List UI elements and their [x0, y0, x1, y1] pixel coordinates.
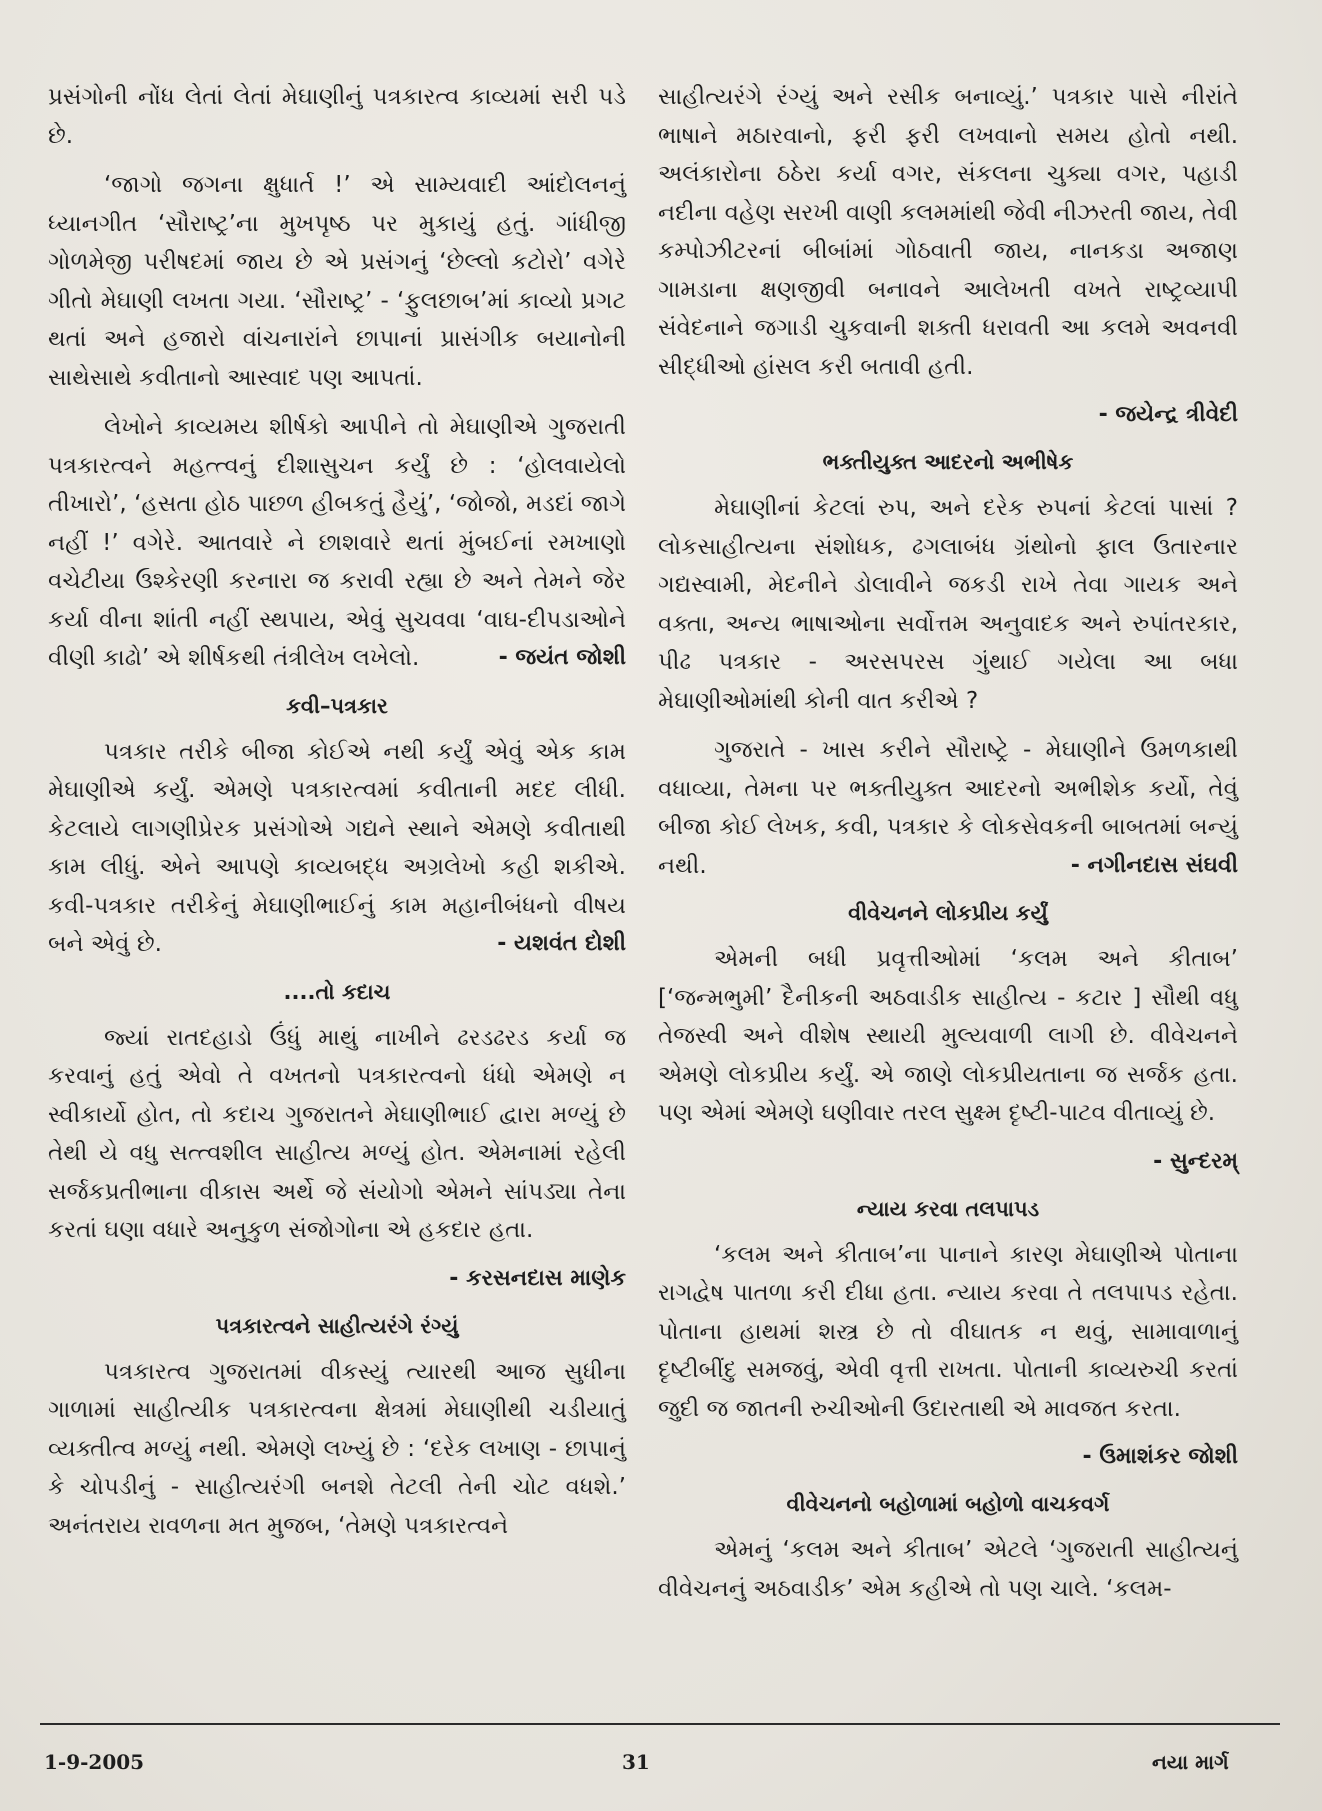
author-credit: - જયેન્દ્ર ત્રીવેદી	[1098, 402, 1238, 427]
page-number: 31	[622, 1750, 650, 1774]
author-credit: - કરસનદાસ માણેક	[449, 1265, 626, 1291]
left-column	[48, 78, 626, 1556]
paragraph-text: લેખોને કાવ્યમય શીર્ષકો આપીને તો મેઘાણીએ ગુજરાતી પત્રકારત્વને મહત્ત્વનું દીશાસુચન કર્યું છે : ‘હોલવાયેલો તીખારો’, ‘હસતા હોઠ પાછળ હીબકતું હૈયું’, ‘જોજો, મડદાં જાગે નહીં !’ વગેરે. આતવારે ને છાશવારે થતાં મુંબઈનાં રમખાણો વચેટીયા ઉશ્કેરણી કરનારા જ કરાવી રહ્યા છે અને તેમને જેર કર્યા વીના શાંતી નહીં સ્થપાય, એવું સુચવવા ‘વાઘ-દીપડાઓને વીણી કાઢો’ એ શીર્ષકથી તંત્રીલેખ લખેલો.	[48, 414, 626, 671]
paragraph: એમની બધી પ્રવૃત્તીઓમાં ‘કલમ અને કીતાબ’ [‘જન્મભુમી’ દૈનીકની અઠવાડીક સાહીત્ય - કટાર ] સૌથી વધુ તેજસ્વી અને વીશેષ સ્થાયી મુલ્યવાળી લાગી છે. વીવેચનને એમણે લોકપ્રીય કર્યું. એ જાણે લોકપ્રીયતાના જ સર્જક હતા. પણ એમાં એમણે ઘણીવાર તરલ સુક્ષ્મ દૃષ્ટી-પાટવ વીતાવ્યું છે.	[658, 946, 1238, 1126]
section-heading: વીવેચનનો બહોળામાં બહોળો વાચકવર્ગ	[786, 1492, 1110, 1516]
footer-divider	[40, 1723, 1280, 1725]
paragraph-text: પત્રકાર તરીકે બીજા કોઈએ નથી કર્યું એવું એક કામ મેઘાણીએ કર્યું. એમણે પત્રકારત્વમાં કવીતાની મદદ લીધી. કેટલાયે લાગણીપ્રેરક પ્રસંગોએ ગદ્યને સ્થાને એમણે કવીતાથી કામ લીધું. એને આપણે કાવ્યબદ્ધ અગ્રલેખો કહી શકીએ. કવી-પત્રકાર તરીકેનું મેઘાણીભાઈનું કામ મહાનીબંધનો વીષય બને એવું છે.	[48, 738, 626, 957]
section-heading: કવી–પત્રકાર	[286, 693, 388, 718]
author-credit: - નગીનદાસ સંઘવી	[1070, 852, 1238, 878]
section-heading: પત્રકારત્વને સાહીત્યરંગે રંગ્યું	[215, 1313, 459, 1338]
paragraph	[658, 731, 1238, 885]
paragraph: પ્રસંગોની નોંધ લેતાં લેતાં મેઘાણીનું પત્રકારત્વ કાવ્યમાં સરી પડે છે.	[48, 84, 626, 149]
paragraph: જ્યાં રાતદહાડો ઉંધું માથું નાખીને ઢરડઢરડ કર્યા જ કરવાનું હતું એવો તે વખતનો પત્રકારત્વનો ધંધો એમણે ન સ્વીકાર્યો હોત, તો કદાચ ગુજરાતને મેઘાણીભાઈ દ્વારા મળ્યું છે તેથી યે વધુ સત્ત્વશીલ સાહીત્ય મળ્યું હોત. એમનામાં રહેલી સર્જકપ્રતીભાના વીકાસ અર્થે જે સંયોગો એમને સાંપડ્યા તેના કરતાં ઘણા વધારે અનુકુળ સંજોગોના એ હકદાર હતા.	[48, 1024, 626, 1243]
magazine-name: નયા માર્ગ	[1152, 1750, 1229, 1774]
section-heading: ....તો કદાચ	[283, 979, 391, 1004]
author-credit: - જયંત જોશી	[498, 645, 626, 670]
right-column	[658, 78, 1238, 1619]
author-credit: - યશવંત દોશી	[497, 931, 626, 956]
section-heading: ભક્તીયુક્ત આદરનો અભીષેક	[822, 450, 1074, 474]
paragraph: સાહીત્યરંગે રંગ્યું અને રસીક બનાવ્યું.’ પત્રકાર પાસે નીરાંતે ભાષાને મઠારવાનો, ફરી ફરી લખવાનો સમય હોતો નથી. અલંકારોના ઠઠેરા કર્યા વગર, સંકલના ચુક્યા વગર, પહાડી નદીના વહેણ સરખી વાણી કલમમાંથી જેવી નીઝરતી જાય, તેવી કમ્પોઝીટરનાં બીબાંમાં ગોઠવાતી જાય, નાનકડા અજાણ ગામડાના ક્ષણજીવી બનાવને આલેખતી વખતે રાષ્ટ્રવ્યાપી સંવેદનાને જગાડી ચુકવાની શક્તી ધરાવતી આ કલમે અવનવી સીદ્ધીઓ હાંસલ કરી બતાવી હતી.	[658, 84, 1238, 380]
footer-date: 1-9-2005	[44, 1750, 145, 1774]
paragraph-text: ગુજરાતે - ખાસ કરીને સૌરાષ્ટ્રે - મેઘાણીને ઉમળકાથી વધાવ્યા, તેમના પર ભક્તીયુક્ત આદરનો અભીશેક કર્યો, તેવું બીજા કોઈ લેખક, કવી, પત્રકાર કે લોકસેવકની બાબતમાં બન્યું નથી.	[658, 737, 1238, 879]
author-credit: - ઉમાશંકર જોશી	[1082, 1444, 1238, 1469]
paragraph	[48, 408, 626, 678]
author-credit: - સુન્દરમ્	[1153, 1148, 1238, 1174]
paragraph: ‘કલમ અને કીતાબ’ના પાનાને કારણ મેઘાણીએ પોતાના રાગદ્વેષ પાતળા કરી દીધા હતા. ન્યાય કરવા તે તલપાપડ રહેતા. પોતાના હાથમાં શસ્ત્ર છે તો વીઘાતક ન થવું, સામાવાળાનું દૃષ્ટીબીંદુ સમજવું, એવી વૃત્તી રાખતા. પોતાની કાવ્યરુચી કરતાં જુદી જ જાતની રુચીઓની ઉદારતાથી એ માવજત કરતા.	[658, 1241, 1238, 1422]
paragraph: મેઘાણીનાં કેટલાં રુપ, અને દરેક રુપનાં કેટલાં પાસાં ? લોકસાહીત્યના સંશોધક, ઢગલાબંધ ગ્રંથોનો ફાલ ઉતારનાર ગદ્યસ્વામી, મેદનીને ડોલાવીને જકડી રાખે તેવા ગાયક અને વક્તા, અન્ય ભાષાઓના સર્વોત્તમ અનુવાદક અને રુપાંતરકાર, પીઢ પત્રકાર - અરસપરસ ગુંથાઈ ગયેલા આ બધા મેઘાણીઓમાંથી કોની વાત કરીએ ?	[658, 495, 1238, 714]
paragraph: એમનું ‘કલમ અને કીતાબ’ એટલે ‘ગુજરાતી સાહીત્યનું વીવેચનનું અઠવાડીક’ એમ કહીએ તો પણ ચાલે. ‘કલમ-	[658, 1537, 1238, 1602]
section-heading: ન્યાય કરવા તલપાપડ	[856, 1196, 1040, 1221]
section-heading: વીવેચનને લોકપ્રીય કર્યું	[848, 901, 1048, 925]
paragraph: ‘જાગો જગના ક્ષુધાર્ત !’ એ સામ્યવાદી આંદોલનનું ધ્યાનગીત ‘સૌરાષ્ટ્ર’ના મુખપૃષ્ઠ પર મુકાયું હતું. ગાંધીજી ગોળમેજી પરીષદમાં જાય છે એ પ્રસંગનું ‘છેલ્લો કટોરો’ વગેરે ગીતો મેઘાણી લખતા ગયા. ‘સૌરાષ્ટ્ર’ - ‘ફુલછાબ’માં કાવ્યો પ્રગટ થતાં અને હજારો વાંચનારાંને છાપાનાં પ્રાસંગીક બયાનોની સાથેસાથે કવીતાનો આસ્વાદ પણ આપતાં.	[48, 172, 626, 391]
paragraph	[48, 733, 626, 964]
paragraph: પત્રકારત્વ ગુજરાતમાં વીકસ્યું ત્યારથી આજ સુધીના ગાળામાં સાહીત્યીક પત્રકારત્વના ક્ષેત્રમાં મેઘાણીથી ચડીયાતું વ્યક્તીત્વ મળ્યું નથી. એમણે લખ્યું છે : ‘દરેક લખાણ - છાપાનું કે ચોપડીનું - સાહીત્યરંગી બનશે તેટલી તેની ચોટ વધશે.’ અનંતરાય રાવળના મત મુજબ, ‘તેમણે પત્રકારત્વને	[48, 1358, 626, 1539]
